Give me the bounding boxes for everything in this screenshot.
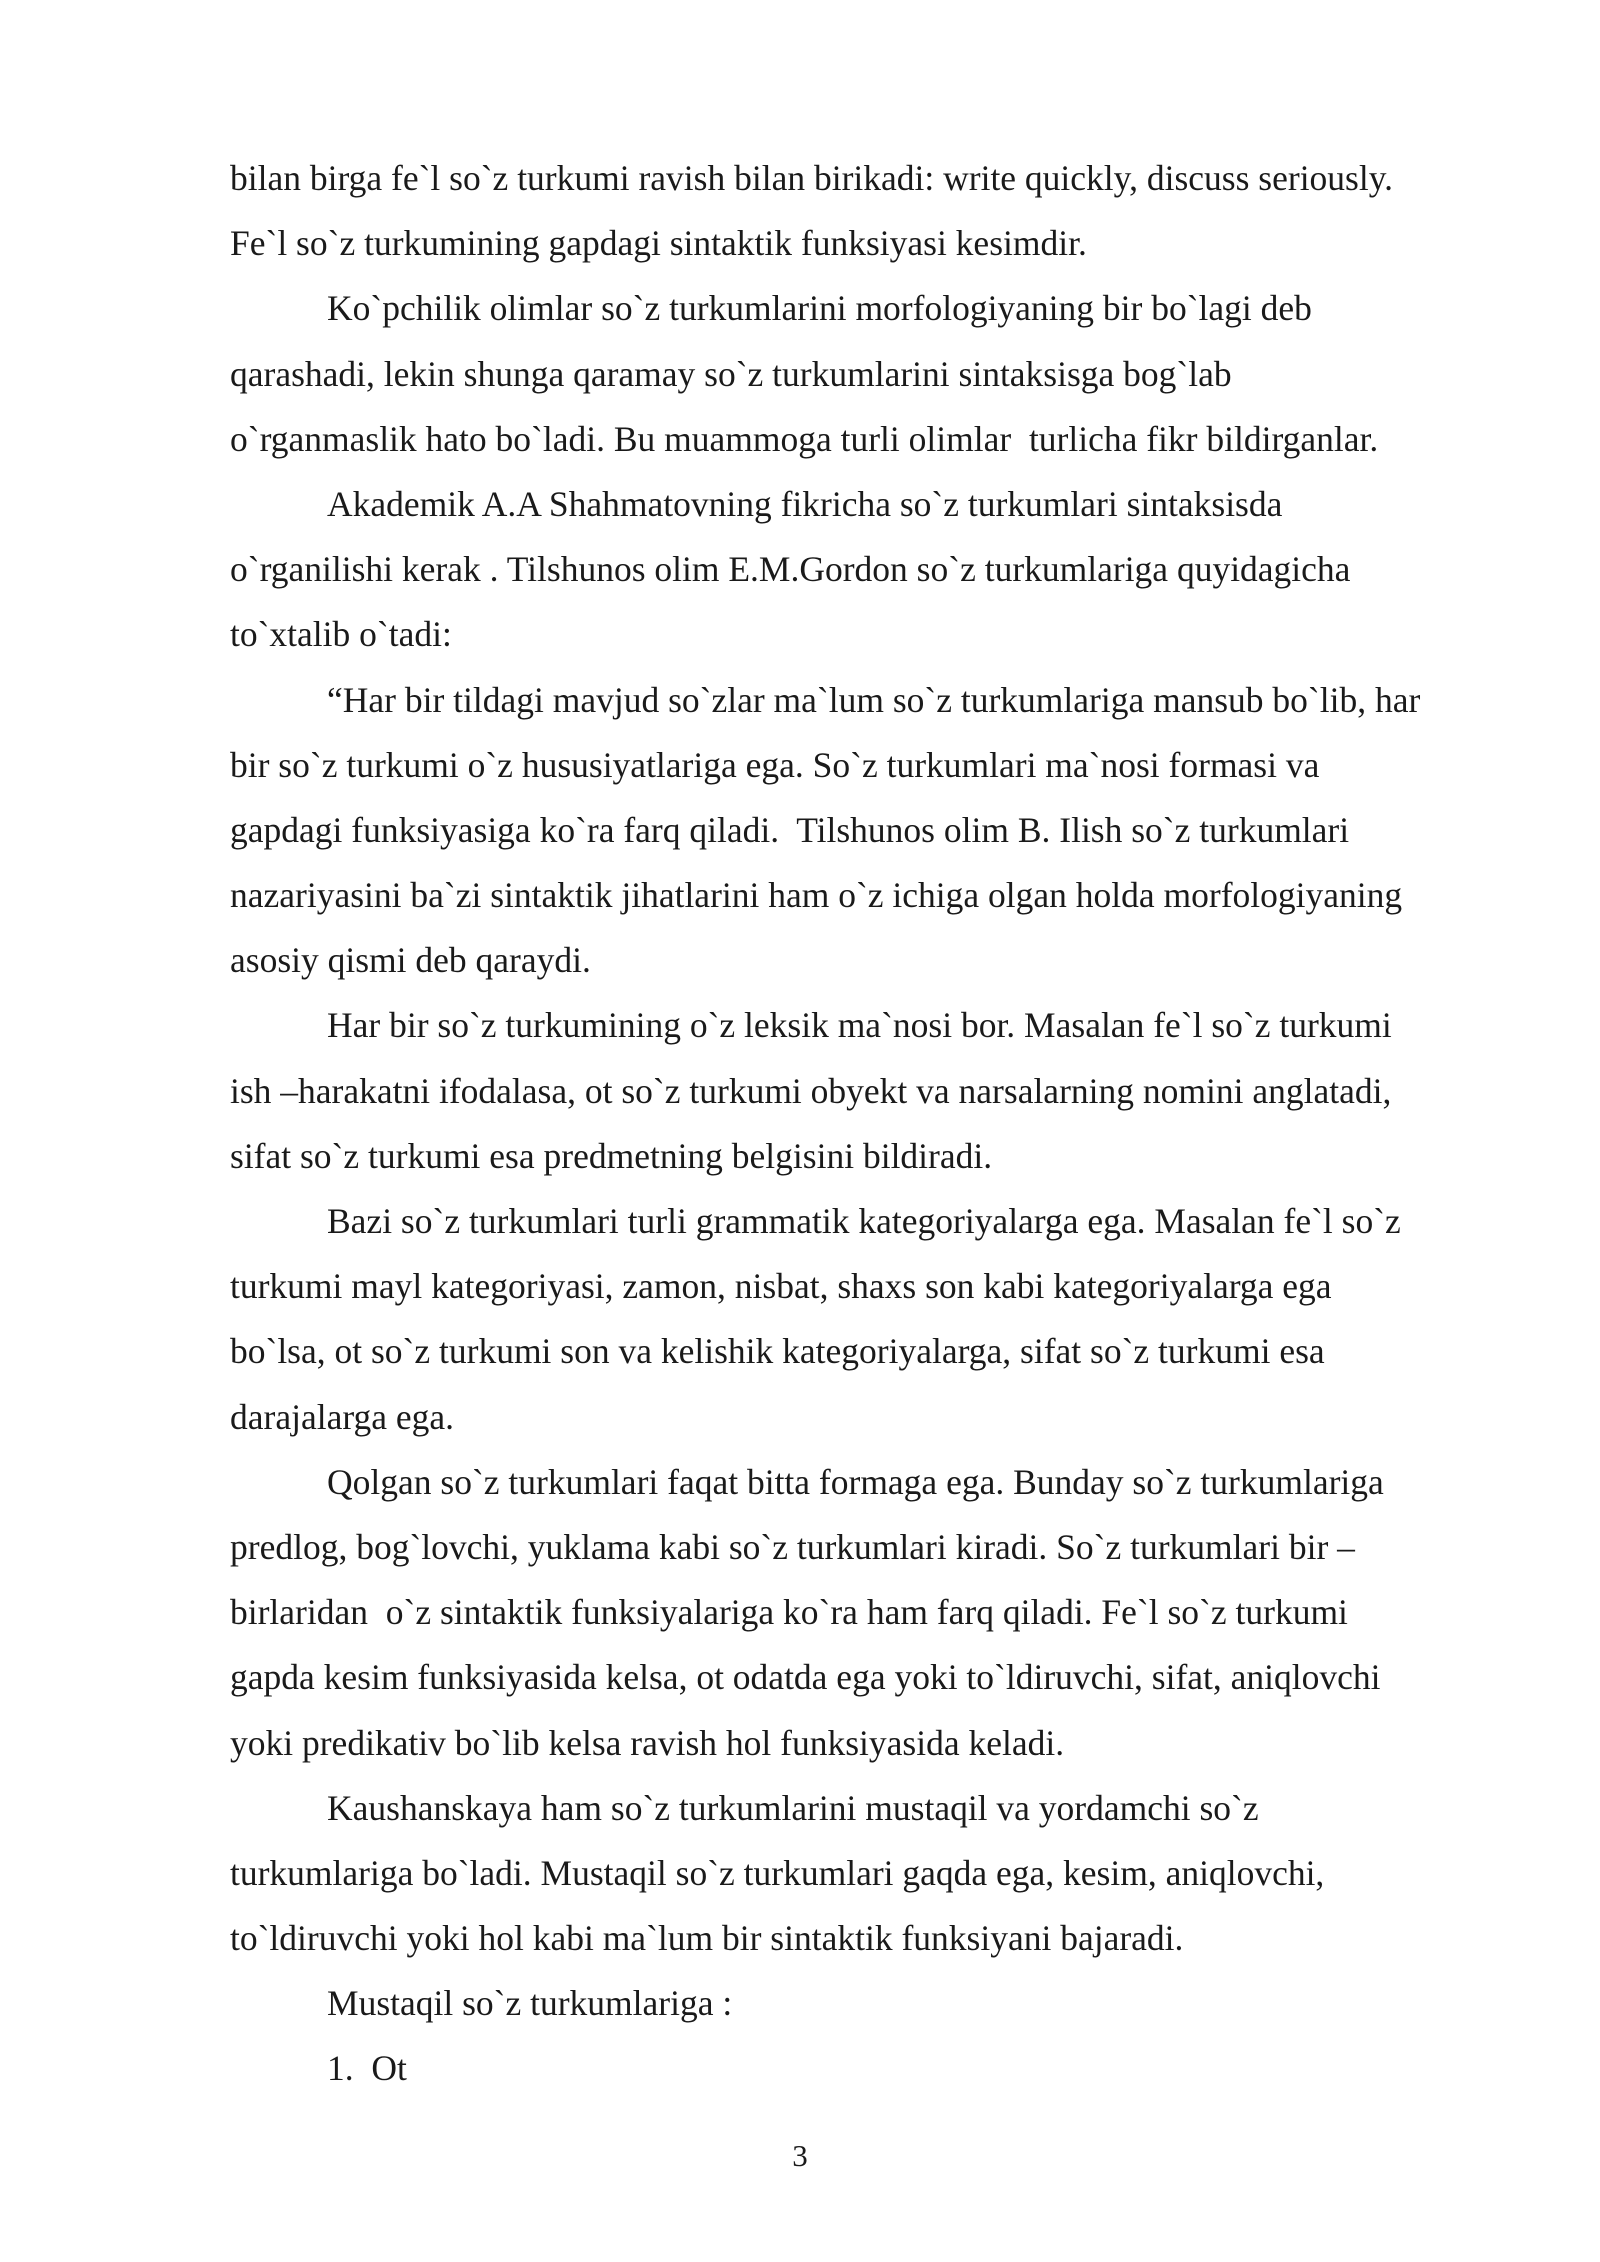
text-line: o`rganilishi kerak . Tilshunos olim E.M.Gordon so`z turkumlariga quyidagicha: [230, 549, 1351, 590]
text-line: ish –harakatni ifodalasa, ot so`z turkumi obyekt va narsalarning nomini anglatadi,: [230, 1070, 1392, 1111]
text-line: 1. Ot: [327, 2048, 407, 2089]
text-line: Har bir so`z turkumining o`z leksik ma`nosi bor. Masalan fe`l so`z turkumi: [327, 1005, 1392, 1046]
text-line: Ko`pchilik olimlar so`z turkumlarini morfologiyaning bir bo`lagi deb: [327, 288, 1312, 329]
text-line: to`xtalib o`tadi:: [230, 614, 452, 655]
text-line: to`ldiruvchi yoki hol kabi ma`lum bir sintaktik funksiyani bajaradi.: [230, 1918, 1184, 1959]
text-line: gapdagi funksiyasiga ko`ra farq qiladi. Tilshunos olim B. Ilish so`z turkumlari: [230, 809, 1350, 850]
text-line: Kaushanskaya ham so`z turkumlarini mustaqil va yordamchi so`z: [327, 1787, 1259, 1828]
text-line: “Har bir tildagi mavjud so`zlar ma`lum so`z turkumlariga mansub bo`lib, har: [327, 679, 1421, 720]
text-line: bo`lsa, ot so`z turkumi son va kelishik kategoriyalarga, sifat so`z turkumi esa: [230, 1331, 1325, 1372]
page-number: 3: [792, 2138, 808, 2173]
text-line: nazariyasini ba`zi sintaktik jihatlarini ham o`z ichiga olgan holda morfologiyaning: [230, 875, 1403, 916]
text-line: Akademik A.A Shahmatovning fikricha so`z turkumlari sintaksisda: [327, 483, 1283, 524]
text-line: darajalarga ega.: [230, 1396, 455, 1437]
text-line: qarashadi, lekin shunga qaramay so`z turkumlarini sintaksisga bog`lab: [230, 353, 1232, 394]
text-line: Fe`l so`z turkumining gapdagi sintaktik funksiyasi kesimdir.: [230, 223, 1087, 264]
text-line: gapda kesim funksiyasida kelsa, ot odatda ega yoki to`ldiruvchi, sifat, aniqlovchi: [230, 1657, 1381, 1698]
text-line: birlaridan o`z sintaktik funksiyalariga ko`ra ham farq qiladi. Fe`l so`z turkumi: [230, 1592, 1348, 1633]
text-line: yoki predikativ bo`lib kelsa ravish hol funksiyasida keladi.: [230, 1722, 1065, 1763]
body-text: [230, 146, 1500, 2102]
text-line: turkumi mayl kategoriyasi, zamon, nisbat, shaxs son kabi kategoriyalarga ega: [230, 1266, 1332, 1307]
text-line: Bazi so`z turkumlari turli grammatik kategoriyalarga ega. Masalan fe`l so`z: [327, 1201, 1401, 1241]
text-line: asosiy qismi deb qaraydi.: [230, 940, 591, 981]
text-line: Mustaqil so`z turkumlariga :: [327, 1983, 733, 2024]
text-line: turkumlariga bo`ladi. Mustaqil so`z turkumlari gaqda ega, kesim, aniqlovchi,: [230, 1852, 1325, 1893]
text-line: bilan birga fe`l so`z turkumi ravish bilan birikadi: write quickly, discuss seriously.: [230, 158, 1394, 198]
text-line: bir so`z turkumi o`z hususiyatlariga ega. So`z turkumlari ma`nosi formasi va: [230, 744, 1320, 785]
text-line: predlog, bog`lovchi, yuklama kabi so`z turkumlari kiradi. So`z turkumlari bir –: [230, 1526, 1355, 1567]
text-line: Qolgan so`z turkumlari faqat bitta formaga ega. Bunday so`z turkumlariga: [327, 1461, 1384, 1502]
text-line: sifat so`z turkumi esa predmetning belgisini bildiradi.: [230, 1135, 993, 1176]
text-line: o`rganmaslik hato bo`ladi. Bu muammoga turli olimlar turlicha fikr bildirganlar.: [230, 418, 1379, 459]
